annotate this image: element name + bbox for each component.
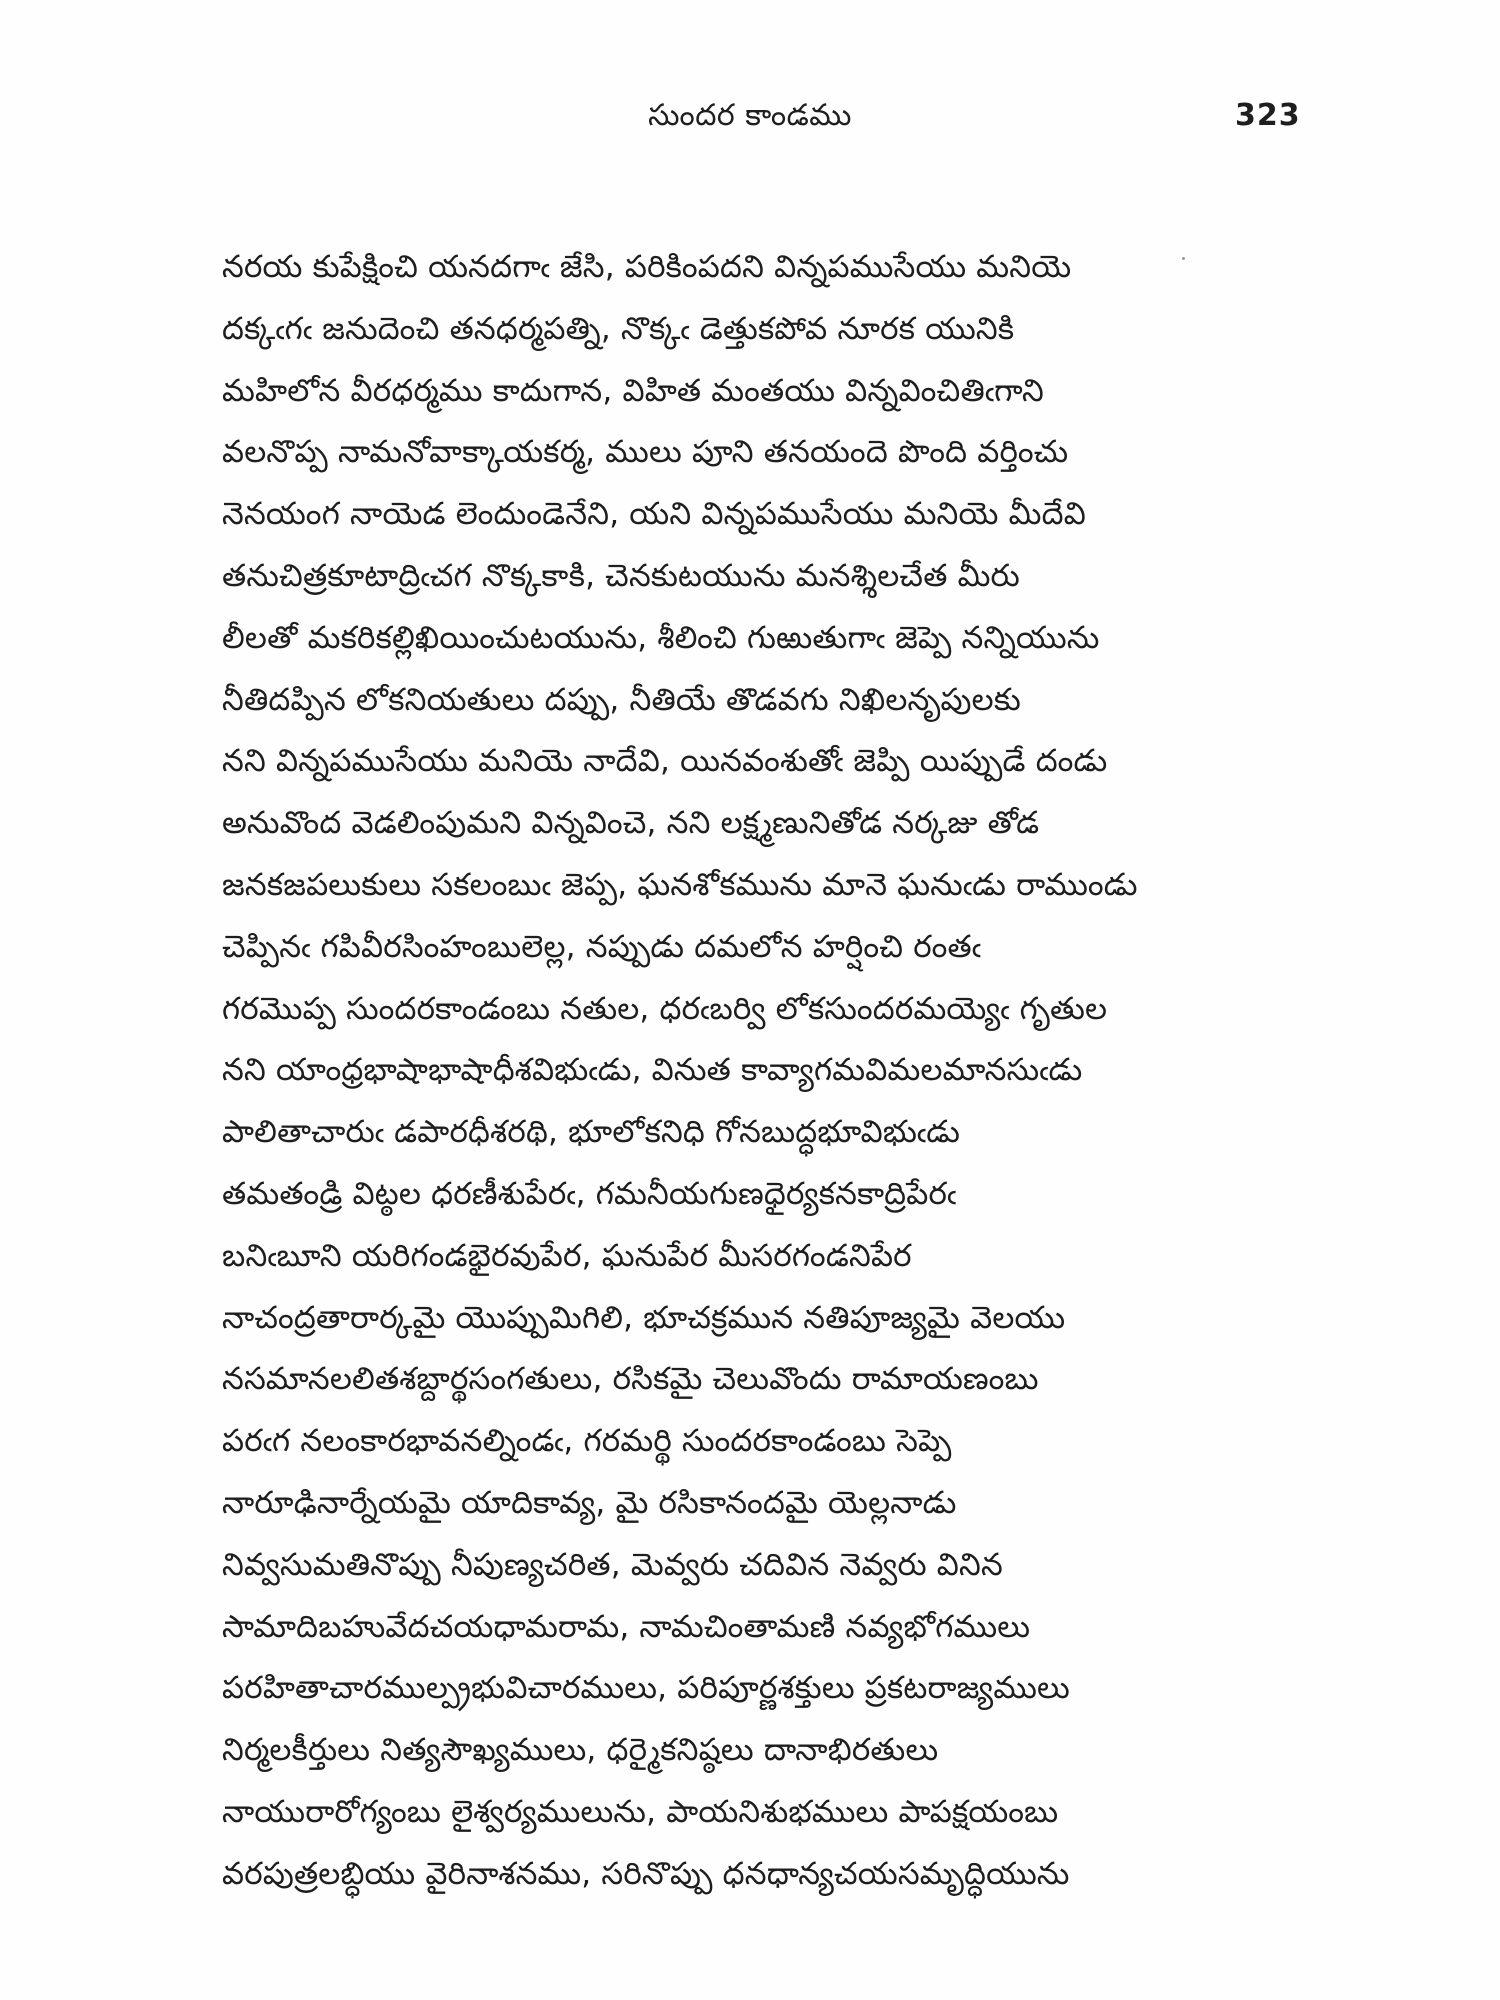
verse-line: నని విన్నపముసేయు మనియె నాదేవి, యినవంశుతోఁ జెప్పి యిప్పుడే దండు [222, 743, 1108, 780]
verse-line: నారూఢినార్నేయమై యాదికావ్య, మై రసికానందమై యెల్లనాడు [222, 1484, 957, 1521]
verse-line: వరపుత్రలబ్ధియు వైరినాశనము, సరినొప్పు ధనధాన్యచయసమృద్ధియును [222, 1855, 1070, 1892]
verse-line: నివ్వసుమతినొప్పు నీపుణ్యచరిత, మెవ్వరు చదివిన నెవ్వరు వినిన [222, 1546, 1003, 1583]
verse-line: బనిఁబూని యరిగండభైరవుపేర, ఘనుపేర మీసరగండనిపేర [222, 1237, 912, 1274]
verse-line: సామాదిబహువేదచయధామరామ, నామచింతామణి నవ్యభోగములు [222, 1608, 1031, 1645]
running-header [0, 96, 1500, 136]
verse-line: పాలితాచారుఁ డపారధీశరథి, భూలోకనిధి గోనబుద్ధభూవిభుఁడు [222, 1114, 961, 1151]
verse-line: నసమానలలితశబ్దార్థసంగతులు, రసికమై చెలువొందు రామాయణంబు [222, 1361, 1039, 1398]
verse-line: నాయురారోగ్యంబు లైశ్వర్యములును, పాయనిశుభములు పాపక్షయంబు [222, 1793, 1059, 1830]
verse-line: వలనొప్ప నామనోవాక్కాయకర్మ, ములు పూని తనయందె పొంది వర్తించు [222, 434, 1069, 471]
page-number: 323 [1235, 98, 1301, 133]
verse-line: నరయ కుపేక్షించి యనదగాఁ జేసి, పరికింపదని విన్నపముసేయు మనియె [222, 249, 1072, 285]
verse-line: తనుచిత్రకూటాద్రిఁచగ నొక్కకాకి, చెనకుటయును మనశ్శిలచేత మీరు [222, 557, 1020, 594]
verse-line: అనువొంద వెడలింపుమని విన్నవించె, నని లక్ష్మణునితోడ నర్కజు తోడ [222, 805, 1040, 842]
chapter-title: సుందర కాండము [648, 98, 852, 133]
verse-line: నాచంద్రతారార్కమై యొప్పుమిగిలి, భూచక్రమున నతిపూజ్యమై వెలయు [222, 1299, 1066, 1336]
verse-body [222, 241, 1302, 1910]
verse-line: నిర్మలకీర్తులు నిత్యసౌఖ్యములు, ధర్మైకనిష్ఠలు దానాభిరతులు [222, 1732, 939, 1769]
verse-line: తమతండ్రి విట్ఠల ధరణీశుపేరఁ, గమనీయగుణధైర్యకనకాద్రిపేరఁ [222, 1175, 957, 1212]
verse-line: చెప్పినఁ గపివీరసింహంబులెల్ల, నప్పుడు దమలోన హర్షించి రంతఁ [222, 928, 982, 965]
verse-line: నని యాంధ్రభాషాభాషాధీశవిభుఁడు, వినుత కావ్యాగమవిమలమానసుఁడు [222, 1052, 1083, 1089]
verse-line: పరహితాచారముల్ప్రభువిచారములు, పరిపూర్ణశక్తులు ప్రకటరాజ్యములు [222, 1670, 1070, 1707]
verse-line: గరమొప్ప సుందరకాండంబు నతుల, ధరఁబర్వి లోకసుందరమయ్యెఁ గృతుల [222, 990, 1108, 1027]
verse-line: జనకజపలుకులు సకలంబుఁ జెప్ప, ఘనశోకమును మానె ఘనుఁడు రాముండు [222, 866, 1138, 903]
verse-line: నీతిదప్పిన లోకనియతులు దప్పు, నీతియే తొడవగు నిఖిలనృపులకు [222, 681, 1021, 718]
verse-line: పరఁగ నలంకారభావనల్నిండఁ, గరమర్థి సుందరకాండంబు సెప్పె [222, 1423, 952, 1460]
verse-line: మహిలోన వీరధర్మము కాదుగాన, విహిత మంతయు విన్నవించితిఁగాని [222, 372, 1044, 409]
verse-line: లీలతో మకరికల్లిఖియించుటయును, శీలించి గుఱుతుగాఁ జెప్పె నన్నియును [222, 619, 1100, 656]
verse-line: నెనయంగ నాయెడ లెందుండెనేని, యని విన్నపముసేయు మనియె మీదేవి [222, 496, 1086, 533]
verse-line: దక్కఁగఁ జనుదెంచి తనధర్మపత్ని, నొక్కఁ డెత్తుకపోవ నూరక యునికి [222, 310, 1015, 347]
